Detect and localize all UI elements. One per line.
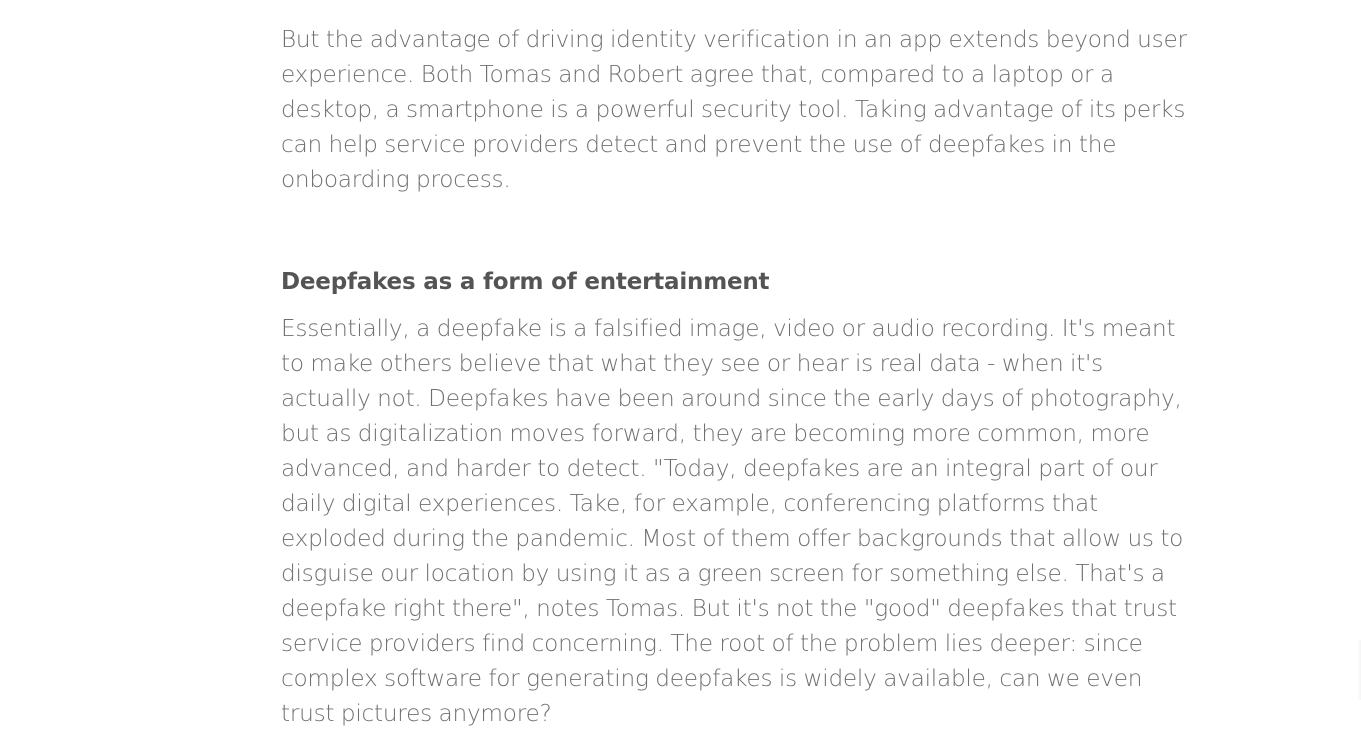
article-body [281, 22, 1191, 731]
paragraph-deepfakes: Essentially, a deepfake is a falsified image, video or audio recording. It's meant to make others believe that what they see or hear is real data - when it's actually not. Deepfakes have been around since the early days of photography, but as digitalization moves forward, they are becoming more common, more advanced, and harder to detect. "Today, deepfakes are an integral part of our daily digital experiences. Take, for example, conferencing platforms that exploded during the pandemic. Most of them offer backgrounds that allow us to disguise our location by using it as a green screen for something else. That's a deepfake right there", notes Tomas. But it's not the "good" deepfakes that trust service providers find concerning. The root of the problem lies deeper: since complex software for generating deepfakes is widely available, can we even trust pictures anymore? [281, 315, 1184, 727]
edge-shadow [1357, 640, 1361, 700]
paragraph-intro: But the advantage of driving identity verification in an app extends beyond user experience. Both Tomas and Robert agree that, compared to a laptop or a desktop, a smartphone is a powerful security tool. Taking advantage of its perks can help service providers detect and prevent the use of deepfakes in the onboarding process. [281, 26, 1187, 193]
section-heading: Deepfakes as a form of entertainment [281, 269, 770, 295]
